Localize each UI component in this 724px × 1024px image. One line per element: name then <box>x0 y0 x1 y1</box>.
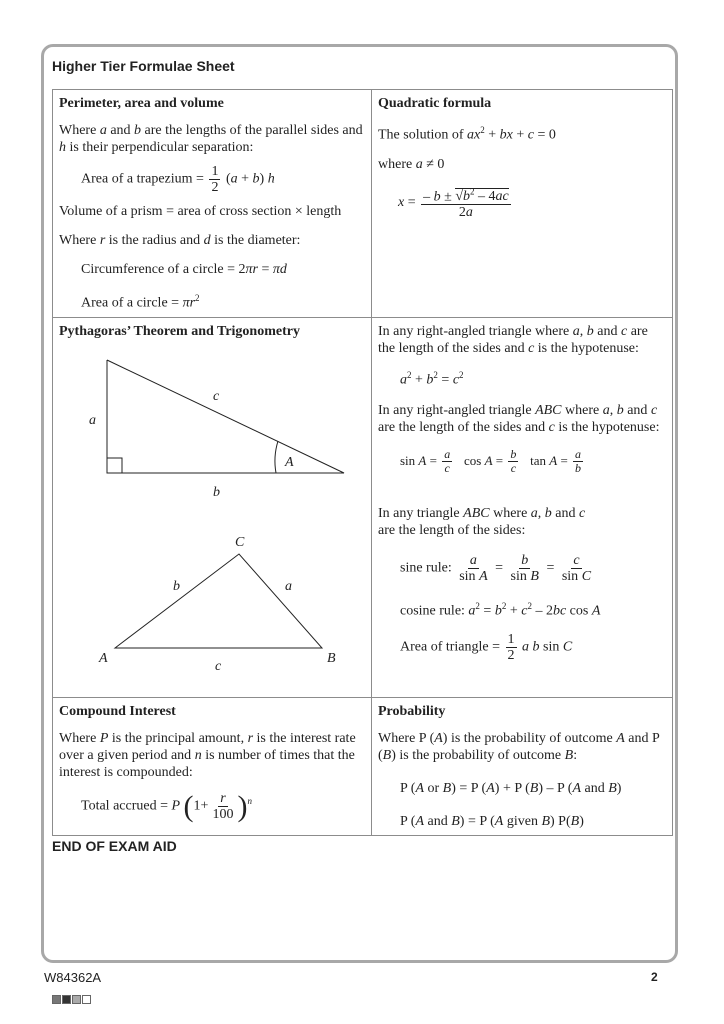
prism-formula: Volume of a prism = area of cross section × length <box>59 204 342 219</box>
tri1-label-a: a <box>89 412 96 428</box>
tri2-vertex-B: B <box>327 650 336 666</box>
formula-table <box>52 89 673 836</box>
pythagoras-heading: Pythagoras’ Theorem and Trigonometry <box>59 323 300 339</box>
quadratic-formula: x = $\frac{- b \pm √b^2 - 4ac}{2a}$ <box>398 186 509 221</box>
triangle-area-formula: Area of triangle = $\frac{1}{2}$ a b sin C <box>400 631 573 663</box>
pythagoras-cell <box>53 317 372 697</box>
right-triangle <box>89 360 344 500</box>
sin-ratio: sin A = $\frac{a}{c}$ <box>400 447 451 476</box>
compound-cell <box>53 697 372 835</box>
tri2-vertex-C: C <box>235 534 245 550</box>
probability-or-rule: P (A or B) = P (A) + P (B) – P (A and B) <box>400 780 622 796</box>
general-triangle <box>98 535 336 674</box>
cosine-rule: cosine rule: $a^2 = b^2 + c^2 - 2bc$ cos A <box>400 601 601 619</box>
radius-intro: Where r is the radius and d is the diameter: <box>59 233 301 248</box>
tri2-label-c: c <box>215 658 222 674</box>
compound-heading: Compound Interest <box>59 703 176 719</box>
print-marks <box>52 995 91 1004</box>
circle-area-formula: Area of a circle = $\pi r^2$ <box>81 293 200 311</box>
abc-intro: In any right-angled triangle ABC where a, b and c are the length of the sides and c is the hypotenuse: <box>378 403 660 436</box>
tri1-label-b: b <box>213 484 220 500</box>
tri2-label-b: b <box>173 578 180 594</box>
page-number: 2 <box>651 970 658 984</box>
perimeter-cell <box>53 90 372 318</box>
probability-intro: Where P (A) is the probability of outcome A and P (B) is the probability of outcome B: <box>378 730 660 763</box>
quadratic-heading: Quadratic formula <box>378 96 492 111</box>
trig-ratios <box>378 448 666 475</box>
tri2-label-a: a <box>285 578 292 594</box>
compound-formula: Total accrued = P (1+ $\frac{r}{100}$ )$^n$ <box>81 789 252 823</box>
compound-intro: Where P is the principal amount, r is the interest rate over a given period and n is number of times that the interest is compounded: <box>59 730 356 780</box>
quadratic-line1: The solution of $ax^2$ + bx + c = 0 <box>378 125 556 143</box>
triangle-diagrams <box>59 340 365 690</box>
tan-ratio: tan A = $\frac{a}{b}$ <box>530 447 582 476</box>
paper-code: W84362A <box>44 970 102 985</box>
pythagoras-formula: $a^2 + b^2 = c^2$ <box>400 369 464 388</box>
probability-heading: Probability <box>378 703 446 719</box>
sine-rule: sine rule: $\frac{a}{\text{sin A}}$ = $\frac{b}{\text{sin B}}$ = $\frac{c}{\text{sin C}}$ <box>400 553 592 585</box>
quadratic-line2: where a ≠ 0 <box>378 156 445 172</box>
tri1-label-c: c <box>213 388 220 404</box>
perimeter-intro: Where a and b are the lengths of the parallel sides and h is their perpendicular separation: <box>59 123 363 155</box>
perimeter-heading: Perimeter, area and volume <box>59 96 224 111</box>
trig-rules-cell <box>372 317 673 697</box>
probability-cell <box>372 697 673 835</box>
end-of-exam-aid: END OF EXAM AID <box>52 838 177 854</box>
probability-and-rule: P (A and B) = P (A given B) P(B) <box>400 813 584 829</box>
tri2-vertex-A: A <box>99 650 108 666</box>
quadratic-cell <box>372 90 673 318</box>
trapezium-formula: Area of a trapezium = $\frac{1}{2}$ (a + b) h <box>81 164 275 195</box>
any-triangle-intro: In any triangle ABC where a, b and c are the length of the sides: <box>378 506 586 539</box>
sheet-title: Higher Tier Formulae Sheet <box>52 58 235 74</box>
circumference-formula: Circumference of a circle = 2πr = πd <box>81 262 287 277</box>
right-triangle-intro: In any right-angled triangle where a, b and c are the length of the sides and c is the hypotenuse: <box>378 323 648 356</box>
tri1-label-angle: A <box>285 454 294 470</box>
cos-ratio: cos A = $\frac{b}{c}$ <box>463 447 517 476</box>
